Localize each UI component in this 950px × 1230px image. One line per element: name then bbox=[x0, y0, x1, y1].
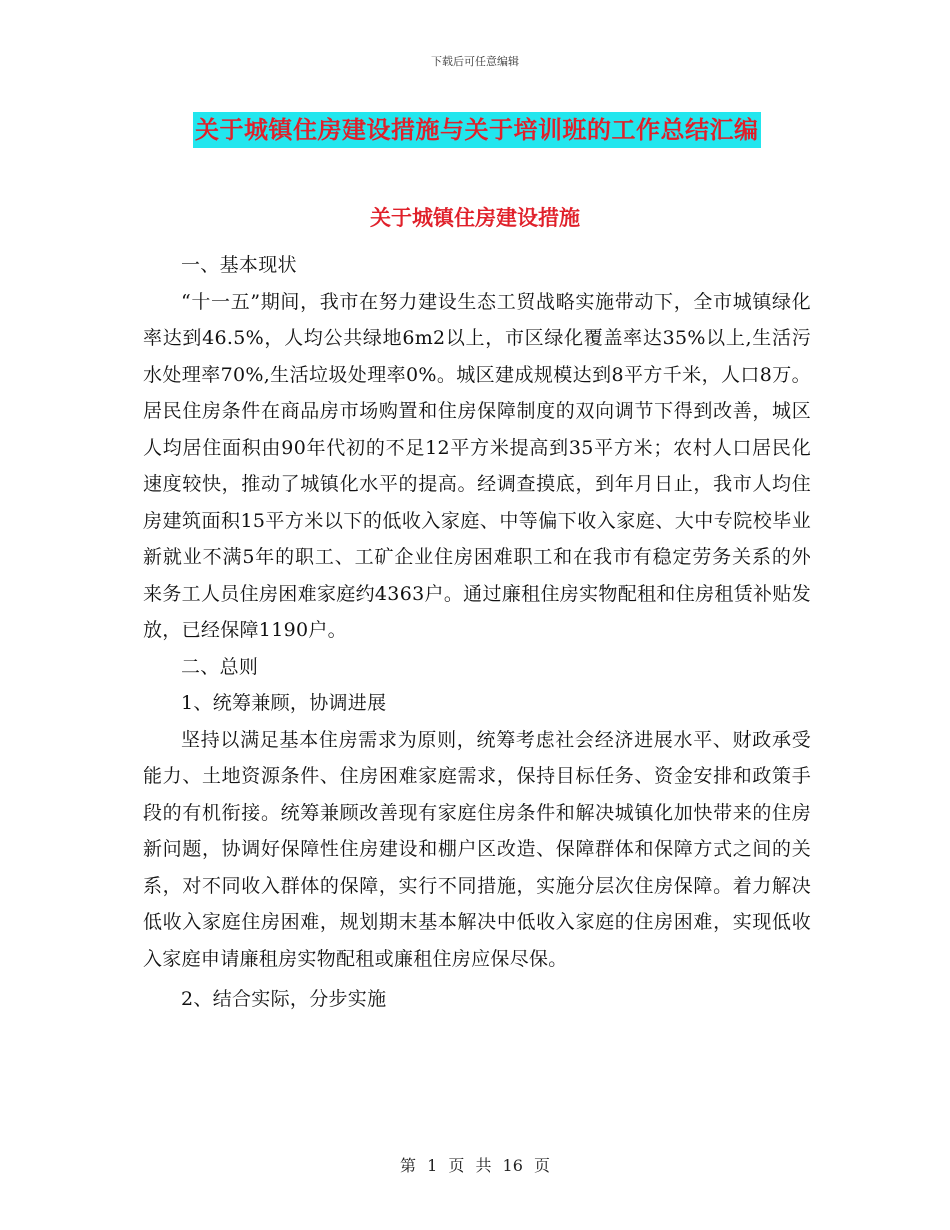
subheading-coordination: 1、统筹兼顾，协调进展 bbox=[181, 692, 387, 714]
subheading-implementation: 2、结合实际，分步实施 bbox=[181, 988, 387, 1010]
paragraph-basic-status: “十一五”期间，我市在努力建设生态工贸战略实施带动下，全市城镇绿化率达到46.5%，人均公共绿地6m2以上，市区绿化覆盖率达35%以上,生活污水处理率70%,生活垃圾处理率0%。城区建成规模达到8平方千米，人口8万。居民住房条件在商品房市场购置和住房保障制度的双向调节下得到改善，城区人均居住面积由90年代初的不足12平方米提高到35平方米；农村人口居民化速度较快，推动了城镇化水平的提高。经调查摸底，到年月日止，我市人均住房建筑面积15平方米以下的低收入家庭、中等偏下收入家庭、大中专院校毕业新就业不满5年的职工、工矿企业住房困难职工和在我市有稳定劳务关系的外来务工人员住房困难家庭约4363户。通过廉租住房实物配租和住房租赁补贴发放，已经保障1190户。 bbox=[143, 290, 811, 641]
document-body bbox=[143, 247, 811, 1018]
heading-general-principles: 二、总则 bbox=[181, 655, 259, 678]
paragraph-coordination: 坚持以满足基本住房需求为原则，统筹考虑社会经济进展水平、财政承受能力、土地资源条件、住房困难家庭需求，保持目标任务、资金安排和政策手段的有机衔接。统筹兼顾改善现有家庭住房条件和解决城镇化加快带来的住房新问题，协调好保障性住房建设和棚户区改造、保障群体和保障方式之间的关系，对不同收入群体的保障，实行不同措施，实施分层次住房保障。着力解决低收入家庭住房困难，规划期末基本解决中低收入家庭的住房困难，实现低收入家庭申请廉租房实物配租或廉租住房应保尽保。 bbox=[143, 728, 811, 970]
page-footer: 第 1 页 共 16 页 bbox=[400, 1156, 550, 1175]
document-title: 关于城镇住房建设措施与关于培训班的工作总结汇编 bbox=[193, 112, 761, 148]
heading-basic-status: 一、基本现状 bbox=[181, 254, 297, 276]
header-note: 下载后可任意编辑 bbox=[431, 55, 519, 68]
section-title: 关于城镇住房建设措施 bbox=[370, 206, 580, 230]
